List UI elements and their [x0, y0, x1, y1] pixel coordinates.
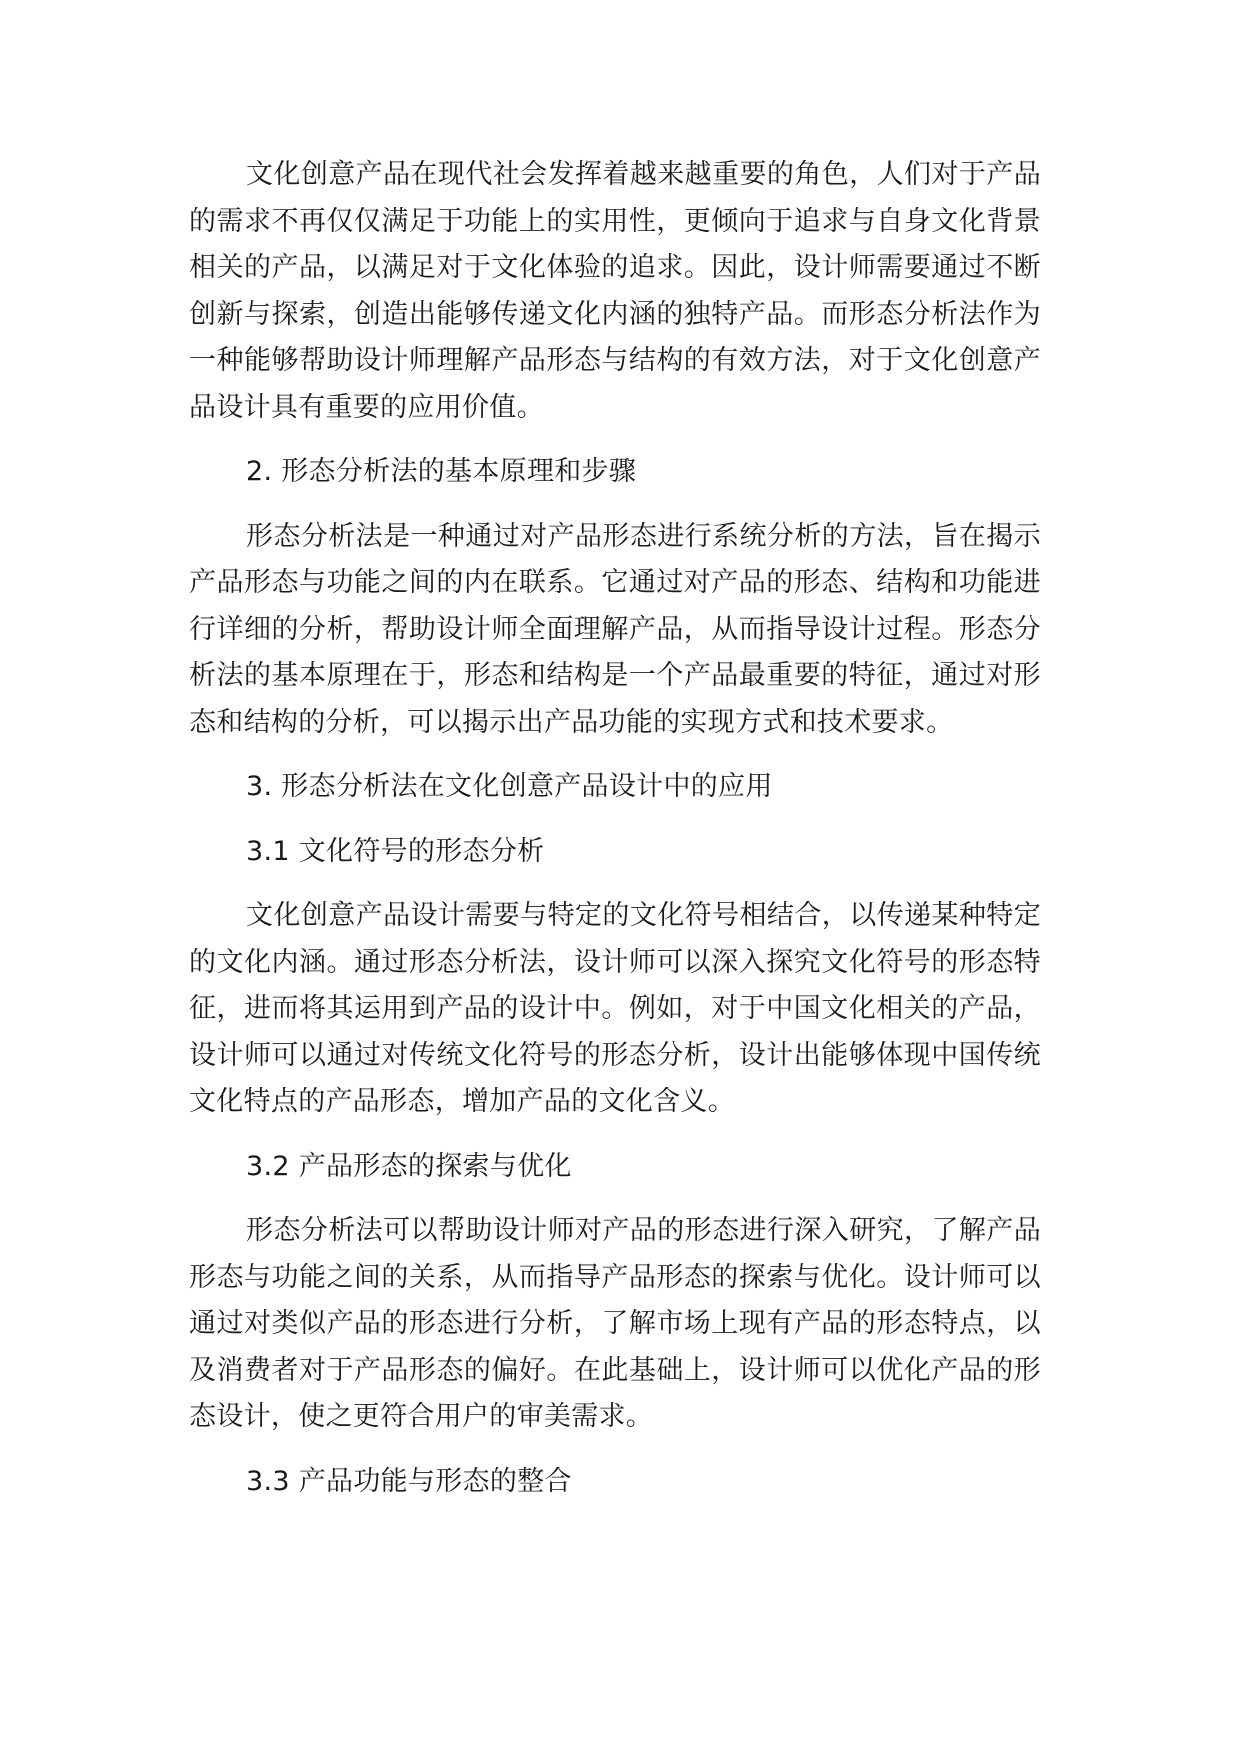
intro-paragraph: 文化创意产品在现代社会发挥着越来越重要的角色，人们对于产品的需求不再仅仅满足于功能上的实用性，更倾向于追求与自身文化背景相关的产品，以满足对于文化体验的追求。因此，设计师需要通过不断创新与探索，创造出能够传递文化内涵的独特产品。而形态分析法作为一种能够帮助设计师理解产品形态与结构的有效方法，对于文化创意产品设计具有重要的应用价值。 [189, 159, 1041, 423]
form-exploration-paragraph: 形态分析法可以帮助设计师对产品的形态进行深入研究，了解产品形态与功能之间的关系，从而指导产品形态的探索与优化。设计师可以通过对类似产品的形态进行分析，了解市场上现有产品的形态特点，以及消费者对于产品形态的偏好。在此基础上，设计师可以优化产品的形态设计，使之更符合用户的审美需求。 [189, 1215, 1041, 1432]
subsection-heading-3-3: 3.3 产品功能与形态的整合 [246, 1465, 572, 1497]
subsection-heading-3-1: 3.1 文化符号的形态分析 [246, 835, 545, 867]
document-body [189, 152, 1041, 1523]
principle-paragraph: 形态分析法是一种通过对产品形态进行系统分析的方法，旨在揭示产品形态与功能之间的内在联系。它通过对产品的形态、结构和功能进行详细的分析，帮助设计师全面理解产品，从而指导设计过程。形态分析法的基本原理在于，形态和结构是一个产品最重要的特征，通过对形态和结构的分析，可以揭示出产品功能的实现方式和技术要求。 [189, 520, 1041, 738]
cultural-symbol-paragraph: 文化创意产品设计需要与特定的文化符号相结合，以传递某种特定的文化内涵。通过形态分析法，设计师可以深入探究文化符号的形态特征，进而将其运用到产品的设计中。例如，对于中国文化相关的产品，设计师可以通过对传统文化符号的形态分析，设计出能够体现中国传统文化特点的产品形态，增加产品的文化含义。 [189, 900, 1041, 1117]
section-heading-3: 3. 形态分析法在文化创意产品设计中的应用 [246, 771, 773, 802]
section-heading-2: 2. 形态分析法的基本原理和步骤 [246, 456, 637, 487]
subsection-heading-3-2: 3.2 产品形态的探索与优化 [246, 1150, 572, 1182]
